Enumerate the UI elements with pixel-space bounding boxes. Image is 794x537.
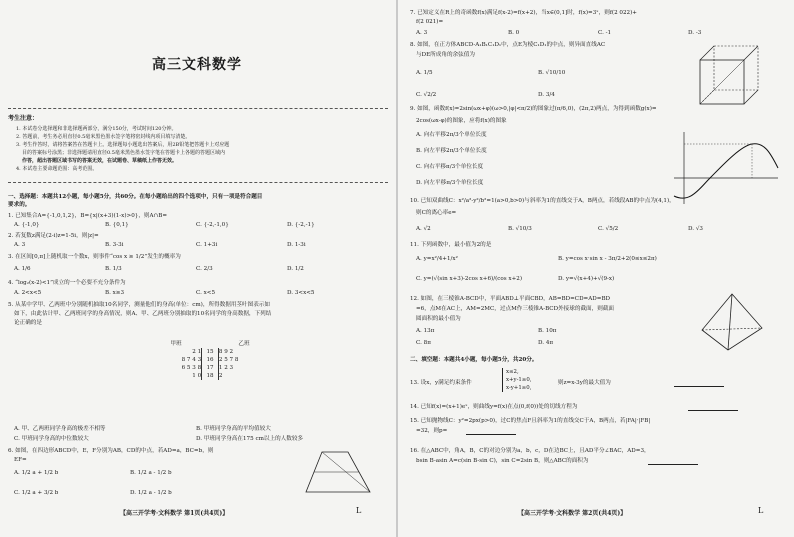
option: D. 3<x<5 bbox=[287, 290, 315, 296]
option: A. 2<x<5 bbox=[14, 290, 42, 296]
option: D. 甲班同学身高在175 cm以上的人数较多 bbox=[196, 436, 304, 442]
page-title: 高三文科数学 bbox=[152, 57, 242, 73]
question-1: 1. 已知集合A={-1,0,1,2}，B={x|(x+3)(1-x)>0}，则A∩B= bbox=[8, 213, 168, 219]
question-6-cont: EF= bbox=[14, 457, 27, 463]
option: B. 3-3i bbox=[105, 242, 124, 248]
option: C. y=(√(sin x+3)-2cos x+6)/(cos x+2) bbox=[416, 276, 523, 282]
constraint: x+y-1≥0, bbox=[506, 377, 532, 383]
option: B. y=cos x·sin x - 3π/2+2(0≤x≤2π) bbox=[558, 256, 657, 262]
question-12-cont: 圆面积的最小值为 bbox=[416, 316, 461, 322]
question-3: 3. 在区间[0,π]上随机取一个数x，则事件“cos x ≥ 1/2”发生的概率为 bbox=[8, 254, 181, 260]
stem: 18 bbox=[201, 372, 219, 380]
option: A. 13π bbox=[416, 328, 435, 334]
question-2: 2. 若复数z满足(2-i)z=1-5i，则|z|= bbox=[8, 233, 99, 239]
stem-head-left: 甲班 bbox=[170, 341, 182, 347]
stem: 16 bbox=[201, 356, 219, 364]
section-heading-cont: 要求的。 bbox=[8, 202, 31, 208]
page-footer: 【高三开学考·文科数学 第1页(共4页)】 bbox=[120, 510, 229, 517]
option: C. √2/2 bbox=[416, 92, 437, 98]
option: C. 8π bbox=[416, 340, 431, 346]
option: D. 向左平移π/3个单位长度 bbox=[416, 180, 484, 186]
option: B. √10/10 bbox=[538, 70, 566, 76]
option: A. √2 bbox=[416, 226, 431, 232]
stem-head-mid bbox=[202, 340, 218, 348]
option: D. -3 bbox=[688, 30, 702, 36]
option: B. √10/3 bbox=[508, 226, 532, 232]
option: D. 1-3i bbox=[287, 242, 306, 248]
leaf-right: 8 9 2 bbox=[218, 349, 234, 355]
option: C. 甲班同学身高的中位数较大 bbox=[14, 436, 89, 442]
answer-blank bbox=[466, 434, 516, 435]
question-10-cont: 则C的离心率e= bbox=[416, 210, 457, 216]
stem-row bbox=[150, 348, 270, 356]
option: C. {-2,-1,0} bbox=[196, 222, 229, 228]
question-11: 11. 下列函数中，最小值为2的是 bbox=[410, 242, 492, 248]
stem: 17 bbox=[201, 364, 219, 372]
section-heading: 二、填空题：本题共4小题，每小题5分，共20分。 bbox=[410, 357, 538, 363]
notice-line: 3. 考生作答时，请将答案答在答题卡上。选择题每小题选出答案后，用2B铅笔把答题卡上对应题 bbox=[16, 142, 230, 148]
question-15-cont: =32，则p= bbox=[416, 428, 448, 434]
option: B. 1/3 bbox=[105, 266, 122, 272]
question-15: 15. 已知抛物线C：y²=2px(p>0)，过C的焦点F且斜率为1的直线交C于A，B两点，若|FA|·|FB| bbox=[410, 418, 651, 424]
option: B. {0,1} bbox=[105, 222, 129, 228]
page-footer: 【高三开学考·文科数学 第2页(共4页)】 bbox=[518, 510, 627, 517]
cube-figure bbox=[694, 40, 764, 110]
stem-head-right: 乙班 bbox=[238, 341, 250, 347]
question-5: 5. 从某中学甲、乙两班中分别随机抽取10名同学，测量他们的身高(单位：cm)，所得数据用茎叶图表示如 bbox=[8, 302, 270, 308]
stem: 15 bbox=[201, 348, 219, 356]
option: C. -1 bbox=[598, 30, 612, 36]
tetrahedron-figure bbox=[698, 290, 768, 354]
notice-line: 4. 本试卷主要命题范围：高考范围。 bbox=[16, 166, 98, 172]
question-6: 6. 如图，在四边形ABCD中，E，F分别为AB，CD的中点，若AD=a，BC=b，则 bbox=[8, 448, 214, 454]
notice-line: 1. 本试卷分选择题和非选择题两部分，满分150分，考试时间120分钟。 bbox=[16, 126, 177, 132]
page-1 bbox=[0, 0, 396, 537]
stem-row bbox=[150, 372, 270, 380]
option: B. 10π bbox=[538, 328, 557, 334]
question-4: 4. “log₂(x-2)<1”成立的一个必要不充分条件为 bbox=[8, 280, 126, 286]
leaf-right: 2 bbox=[218, 373, 223, 379]
option: A. 1/6 bbox=[14, 266, 31, 272]
stem-leaf-plot bbox=[150, 340, 270, 380]
section-heading: 一、选择题：本题共12小题，每小题5分，共60分。在每小题给出的四个选项中，只有一项是符合题目 bbox=[8, 194, 263, 200]
option: C. 1/2 a + 3/2 b bbox=[14, 490, 59, 496]
answer-blank bbox=[648, 464, 698, 465]
constraint: x-y+1≥0, bbox=[506, 385, 532, 391]
option: B. 甲班同学身高的平均值较大 bbox=[196, 426, 271, 432]
quadrilateral-figure bbox=[296, 448, 376, 498]
option: D. 1/2 bbox=[287, 266, 304, 272]
option: C. 1+3i bbox=[196, 242, 218, 248]
option: A. {-1,0} bbox=[14, 222, 40, 228]
option: D. {-2,-1} bbox=[287, 222, 315, 228]
question-14: 14. 已知f(x)=(x+1)eˣ，则曲线y=f(x)在点(0,f(0))处的切线方程为 bbox=[410, 404, 578, 410]
notice-line: 2. 答题前，考生务必用直径0.5毫米黑色墨水签字笔将密封线内项目填写清楚。 bbox=[16, 134, 191, 140]
option: D. 1/2 a - 1/2 b bbox=[130, 490, 172, 496]
question-8: 8. 如图，在正方体ABCD-A₁B₁C₁D₁中，点E为棱C₁D₁的中点，则异面直线AC bbox=[410, 42, 606, 48]
option: A. 甲、乙两班同学身高的极差不相等 bbox=[14, 426, 106, 432]
option: B. 向左平移2π/3个单位长度 bbox=[416, 148, 487, 154]
option: D. 3/4 bbox=[538, 92, 555, 98]
page-mark: L bbox=[356, 506, 362, 515]
question-16: 16. 在△ABC中，角A，B，C的对边分别为a，b，c，D在边BC上，且AD平分∠BAC，AD=3， bbox=[410, 448, 650, 454]
option: A. 1/2 a + 1/2 b bbox=[14, 470, 59, 476]
question-12: 12. 如图，在三棱锥A-BCD中，平面ABD⊥平面CBD，AB=BD=CD=AD=BD bbox=[410, 296, 611, 302]
option: D. √3 bbox=[688, 226, 703, 232]
stem-row bbox=[150, 364, 270, 372]
option: C. √5/2 bbox=[598, 226, 619, 232]
notice-heading: 考生注意： bbox=[8, 115, 39, 122]
option: A. 3 bbox=[14, 242, 26, 248]
option: C. x<5 bbox=[196, 290, 216, 296]
sine-graph-figure bbox=[670, 128, 780, 208]
question-5-cont: 如下，由此估计甲、乙两班同学的身高情况，则A、甲、乙两班分别抽取的10名同学的身高数据，下列结 bbox=[14, 311, 272, 317]
answer-blank bbox=[688, 410, 738, 411]
question-5-cont: 论正确的是 bbox=[14, 320, 42, 326]
question-12-cont: =6，点M在AC上，AM=2MC，过点M作三棱锥A-BCD外接球的截面，则截面 bbox=[416, 306, 615, 312]
divider bbox=[8, 182, 388, 183]
leaf-left: 6 5 3 8 bbox=[181, 365, 202, 371]
leaf-right: 1 2 3 bbox=[218, 365, 234, 371]
question-16-cont: bsin B-asin A=c(sin B-sin C)，sin C=2sin B，则△ABC的面积为 bbox=[416, 458, 589, 464]
question-13-cont: 则z=x-3y的最大值为 bbox=[558, 380, 611, 386]
leaf-left: 1 0 bbox=[192, 373, 202, 379]
leaf-left: 8 7 4 3 bbox=[181, 357, 202, 363]
option: C. 2/3 bbox=[196, 266, 213, 272]
answer-blank bbox=[674, 386, 724, 387]
page-2 bbox=[398, 0, 794, 537]
option: A. 1/5 bbox=[416, 70, 433, 76]
question-10: 10. 已知双曲线C：x²/a²-y²/b²=1(a>0,b>0)与斜率为1的直线交于A，B两点，若线段AB的中点为(4,1)， bbox=[410, 198, 675, 204]
option: A. y=x²/4+1/x² bbox=[416, 256, 458, 262]
question-7-cont: f(2 021)= bbox=[416, 19, 444, 25]
question-13: 13. 设x，y满足约束条件 bbox=[410, 380, 472, 386]
stem-row bbox=[150, 356, 270, 364]
divider bbox=[8, 108, 388, 109]
option: D. y=√(x+4)+√(9-x) bbox=[558, 276, 615, 282]
option: C. 向右平移π/3个单位长度 bbox=[416, 164, 484, 170]
leaf-right: 2 5 7 8 bbox=[218, 357, 239, 363]
option: A. 3 bbox=[416, 30, 428, 36]
page-mark: L bbox=[758, 506, 764, 515]
option: B. x≥3 bbox=[105, 290, 125, 296]
option: D. 4π bbox=[538, 340, 554, 346]
notice-line: 目的答案标号涂黑；非选择题请用直径0.5毫米黑色墨水签字笔在答题卡上各题的答题区域内 bbox=[22, 150, 225, 156]
question-9-cont: 2cos(ωx-φ)的图象，应将f(x)的图象 bbox=[416, 118, 507, 124]
option: A. 向右平移2π/3个单位长度 bbox=[416, 132, 487, 138]
question-9: 9. 如图，函数f(x)=2sin(ωx+φ)(ω>0,|φ|<π/2)的图象过(π/6,0)，(2π,2)两点，为得到函数g(x)= bbox=[410, 106, 657, 112]
question-7: 7. 已知定义在R上的奇函数f(x)满足f(x-2)=f(x+2)，当x∈(0,1]时，f(x)=3ˣ，则f(2 022)+ bbox=[410, 10, 637, 16]
notice-line: 作答，超出答题区域书写的答案无效，在试题卷、草稿纸上作答无效。 bbox=[22, 158, 178, 164]
question-8-cont: 与DE所成角的余弦值为 bbox=[416, 52, 475, 58]
option: B. 1/2 a - 1/2 b bbox=[130, 470, 172, 476]
leaf-left: 2 1 bbox=[192, 349, 202, 355]
constraint: x≤2, bbox=[506, 369, 519, 375]
constraint-system bbox=[502, 368, 532, 392]
option: B. 0 bbox=[508, 30, 520, 36]
